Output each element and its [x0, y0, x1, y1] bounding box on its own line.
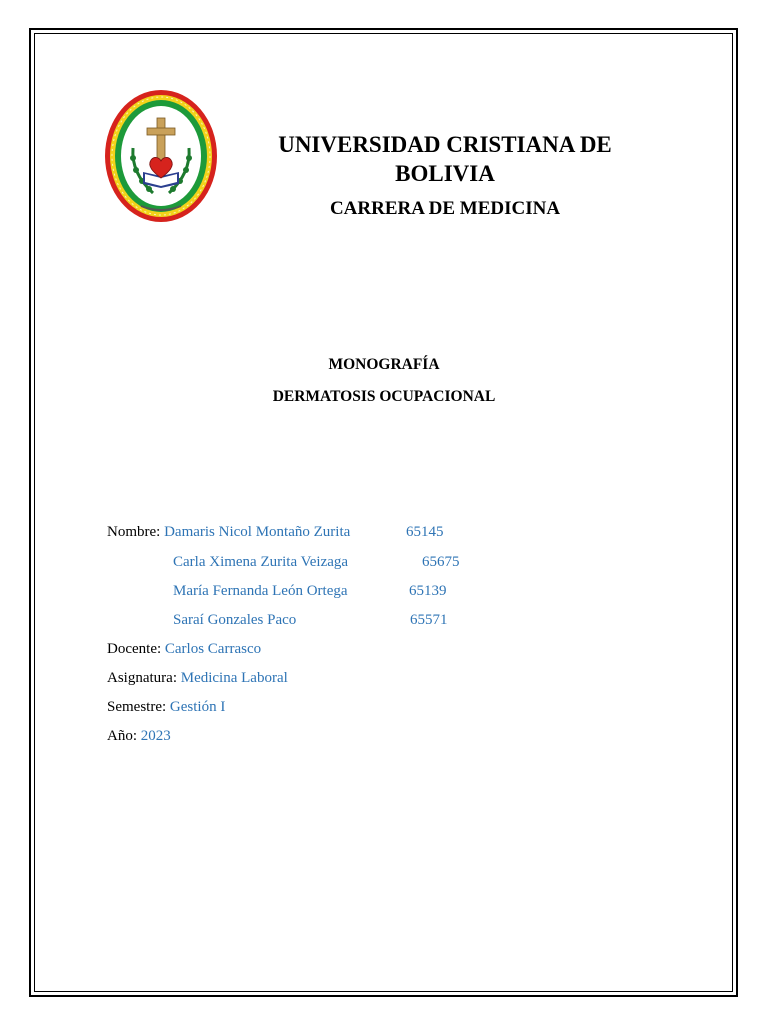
student-row-2: [173, 553, 348, 571]
subject-label: Asignatura:: [107, 670, 177, 686]
student-name: Carla Ximena Zurita Veizaga: [173, 554, 349, 570]
student-id: 65675: [422, 554, 460, 570]
student-name: Damaris Nicol Montaño Zurita: [164, 524, 351, 540]
teacher-row: [107, 640, 261, 658]
student-id: 65571: [410, 612, 448, 628]
student-row-1: [107, 523, 350, 541]
student-id: 65139: [409, 583, 447, 599]
teacher-label: Docente:: [107, 641, 162, 657]
semester-row: [107, 698, 225, 716]
career-subtitle: [230, 197, 716, 221]
student-row-3: [173, 582, 348, 600]
teacher-value: Carlos Carrasco: [164, 641, 262, 657]
students-label: Nombre:: [107, 524, 161, 540]
year-row: [107, 727, 171, 745]
student-name: Saraí Gonzales Paco: [173, 612, 297, 628]
semester-value: Gestión I: [169, 699, 226, 715]
career-label: CARRERA DE MEDICINA: [329, 198, 561, 219]
student-row-4: [173, 611, 296, 629]
student-id: 65145: [406, 524, 444, 540]
subject-row: [107, 669, 288, 687]
subject-value: Medicina Laboral: [180, 670, 288, 686]
document-title: DERMATOSIS OCUPACIONAL: [272, 388, 496, 405]
student-name: María Fernanda León Ortega: [173, 583, 348, 599]
year-label: Año:: [107, 728, 137, 744]
university-title-line2: BOLIVIA: [395, 161, 495, 186]
university-title-line1: UNIVERSIDAD CRISTIANA DE: [278, 132, 612, 157]
semester-label: Semestre:: [107, 699, 167, 715]
university-title: [230, 130, 660, 188]
year-value: 2023: [140, 728, 171, 744]
document-type: MONOGRAFÍA: [328, 356, 440, 373]
university-seal-icon: [103, 88, 219, 224]
